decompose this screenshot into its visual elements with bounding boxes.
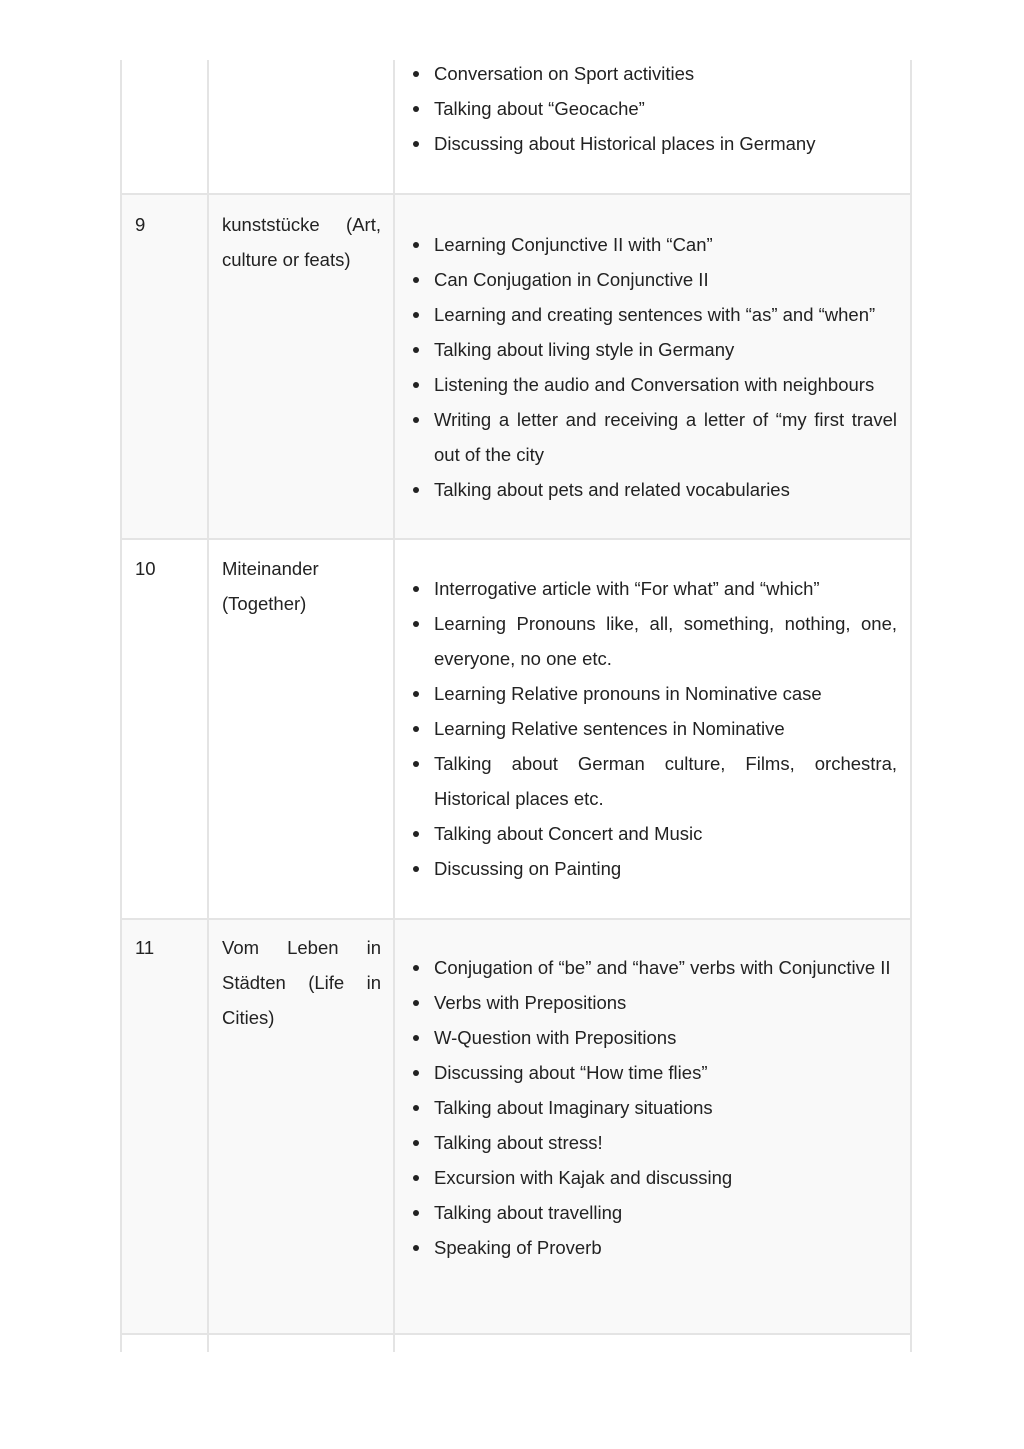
number-cell — [120, 195, 207, 538]
content-list — [434, 60, 897, 161]
table-row — [120, 1335, 912, 1352]
topic-title — [222, 930, 381, 1035]
list-item: Conjugation of “be” and “have” verbs with Conjunctive II — [434, 950, 897, 985]
list-item: Learning and creating sentences with “as” and “when” — [434, 297, 897, 332]
topic-line: (Together) — [222, 593, 307, 614]
topic-title — [222, 551, 381, 621]
list-item: Learning Pronouns like, all, something, nothing, one, everyone, no one etc. — [434, 606, 897, 676]
content-list — [434, 227, 897, 507]
topic-line: Cities) — [222, 1007, 275, 1028]
list-item: Talking about “Geocache” — [434, 91, 897, 126]
list-item: Talking about pets and related vocabularies — [434, 472, 897, 507]
content-cell — [393, 920, 912, 1333]
content-cell — [393, 1335, 912, 1352]
content-cell — [393, 540, 912, 918]
topic-cell — [207, 1335, 393, 1352]
list-item: Learning Relative sentences in Nominative — [434, 711, 897, 746]
topic-line: kunststücke (Art, — [222, 214, 381, 235]
list-item: Speaking of Proverb — [434, 1230, 897, 1265]
list-item: Talking about stress! — [434, 1125, 897, 1160]
list-item: Discussing on Painting — [434, 851, 897, 886]
topic-cell — [207, 920, 393, 1333]
list-item: Conversation on Sport activities — [434, 60, 897, 91]
topic-line: culture or feats) — [222, 249, 351, 270]
topic-line: Miteinander — [222, 558, 319, 579]
list-item: Discussing about Historical places in Germany — [434, 126, 897, 161]
list-item: Talking about German culture, Films, orchestra, Historical places etc. — [434, 746, 897, 816]
list-item: Interrogative article with “For what” and “which” — [434, 571, 897, 606]
number-cell — [120, 1335, 207, 1352]
row-number: 9 — [135, 214, 146, 235]
list-item: Talking about Concert and Music — [434, 816, 897, 851]
list-item: W-Question with Prepositions — [434, 1020, 897, 1055]
content-list — [434, 571, 897, 886]
list-item: Learning Relative pronouns in Nominative case — [434, 676, 897, 711]
row-number: 11 — [135, 937, 155, 958]
table-row — [120, 540, 912, 920]
table-row — [120, 195, 912, 540]
topic-cell — [207, 60, 393, 193]
topic-cell — [207, 540, 393, 918]
list-item: Learning Conjunctive II with “Can” — [434, 227, 897, 262]
list-item: Verbs with Prepositions — [434, 985, 897, 1020]
content-cell — [393, 195, 912, 538]
topic-title — [222, 207, 381, 277]
list-item: Can Conjugation in Conjunctive II — [434, 262, 897, 297]
number-cell — [120, 60, 207, 193]
content-cell — [393, 60, 912, 193]
list-item: Listening the audio and Conversation with neighbours — [434, 367, 897, 402]
row-number: 10 — [135, 558, 156, 579]
list-item: Discussing about “How time flies” — [434, 1055, 897, 1090]
topic-line: Vom Leben in — [222, 937, 381, 958]
table-row — [120, 920, 912, 1335]
topic-line: Städten (Life in — [222, 972, 381, 993]
list-item: Writing a letter and receiving a letter of “my first travel out of the city — [434, 402, 897, 472]
content-list — [434, 950, 897, 1265]
list-item: Excursion with Kajak and discussing — [434, 1160, 897, 1195]
number-cell — [120, 920, 207, 1333]
list-item: Talking about Imaginary situations — [434, 1090, 897, 1125]
table-row — [120, 60, 912, 195]
syllabus-table — [120, 60, 912, 1352]
list-item: Talking about living style in Germany — [434, 332, 897, 367]
topic-cell — [207, 195, 393, 538]
list-item: Talking about travelling — [434, 1195, 897, 1230]
number-cell — [120, 540, 207, 918]
